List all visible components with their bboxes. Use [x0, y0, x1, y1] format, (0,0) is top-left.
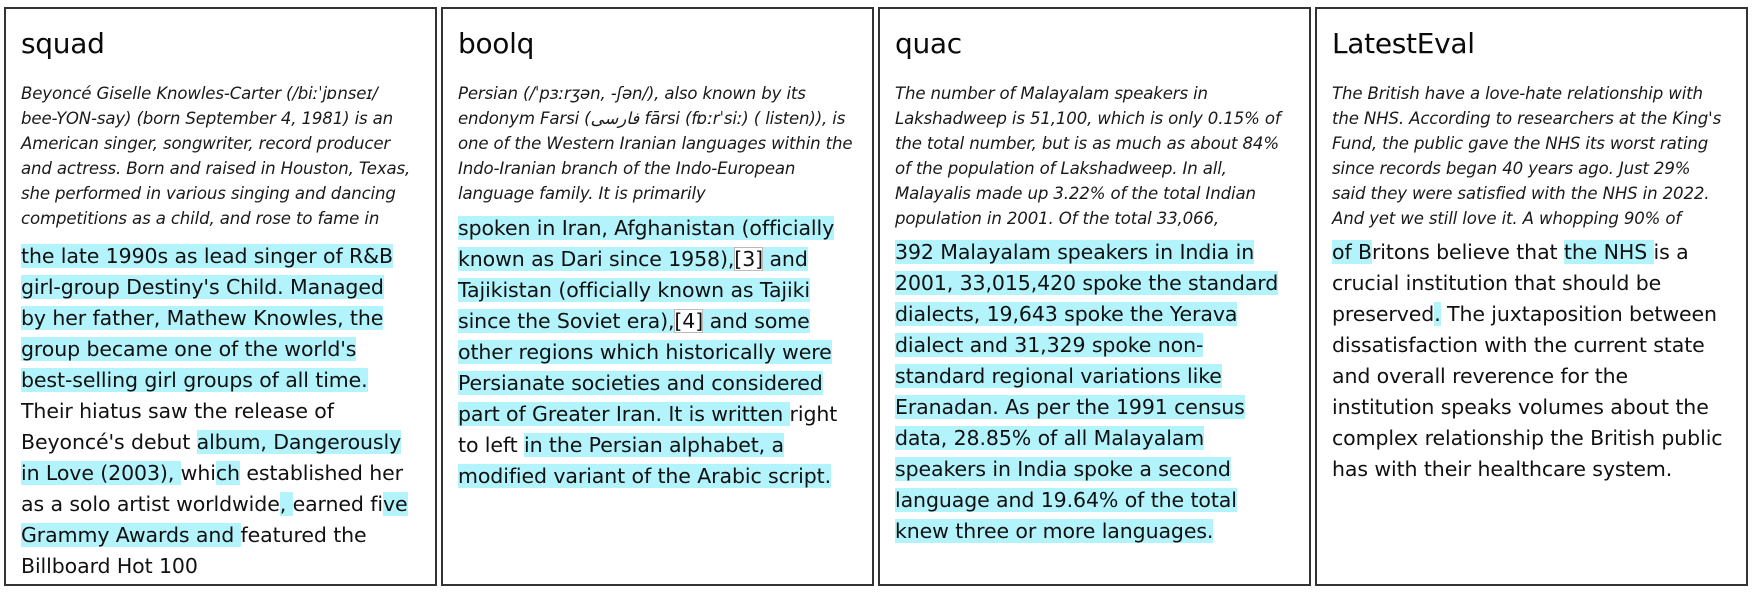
continuation-text [1332, 237, 1736, 485]
text-line [458, 461, 862, 492]
text-span: complex relationship the British public [1332, 426, 1723, 450]
text-span: earned fi [292, 492, 383, 516]
continuation-text [895, 237, 1299, 547]
text-span: The juxtaposition between [1440, 302, 1717, 326]
context-line: The British have a love-hate relationship with [1332, 84, 1703, 103]
text-line [21, 489, 425, 520]
text-line [21, 427, 425, 458]
highlighted-span: modified variant of the Arabic script. [458, 464, 831, 488]
text-line [458, 430, 862, 461]
highlighted-span: ve [382, 492, 408, 516]
text-line [458, 244, 862, 275]
text-line [1332, 237, 1736, 268]
text-line [1332, 454, 1736, 485]
citation-marker: [4] [674, 309, 704, 333]
text-span: dissatisfaction with the current state [1332, 333, 1705, 357]
text-line [21, 303, 425, 334]
highlighted-span: data, 28.85% of all Malayalam [895, 426, 1205, 450]
text-line [21, 458, 425, 489]
text-span: as a solo artist worldwide [21, 492, 280, 516]
panel-boolq [441, 7, 874, 586]
context-line: language family. It is primarily [458, 184, 706, 203]
text-span: established her [239, 461, 403, 485]
text-line [895, 485, 1299, 516]
highlighted-span: and some [703, 309, 810, 333]
panel-squad [4, 7, 437, 586]
context-line: competitions as a child, and rose to fame in [21, 209, 380, 228]
highlighted-span: dialects, 19,643 spoke the Yerava [895, 302, 1238, 326]
context-line: one of the Western Iranian languages within the [458, 134, 853, 153]
text-line [895, 392, 1299, 423]
context-passage [458, 81, 862, 206]
context-line: said they were satisfied with the NHS in 2022. [1332, 184, 1710, 203]
text-line [458, 275, 862, 306]
text-line [21, 520, 425, 551]
text-line [1332, 392, 1736, 423]
highlighted-span: in the Persian alphabet, a [524, 433, 784, 457]
text-line [21, 272, 425, 303]
text-line [1332, 268, 1736, 299]
text-line [458, 306, 862, 337]
text-line [895, 361, 1299, 392]
text-span: featured the [240, 523, 367, 547]
context-line: of the population of Lakshadweep. In all, [895, 159, 1227, 178]
context-line: Persian (/ˈpɜːrʒən, -ʃən/), also known by its [458, 84, 806, 103]
highlighted-span: the NHS [1563, 240, 1654, 264]
highlighted-span: of B [1332, 240, 1372, 264]
highlighted-span: 2001, 33,015,420 spoke the standard [895, 271, 1279, 295]
highlighted-span: . [1434, 302, 1441, 326]
context-line: the total number, but is as much as about 84% [895, 134, 1279, 153]
highlighted-span: the late 1990s as lead singer of R&B [21, 244, 394, 268]
text-span: Beyoncé's debut [21, 430, 197, 454]
text-span: preserved [1332, 302, 1435, 326]
context-line: she performed in various singing and dancing [21, 184, 396, 203]
text-line [895, 330, 1299, 361]
text-line [21, 334, 425, 365]
text-line [895, 237, 1299, 268]
context-line: Beyoncé Giselle Knowles-Carter (/biːˈjɒnseɪ/ [21, 84, 378, 103]
text-line [895, 299, 1299, 330]
highlighted-span: Grammy Awards and [21, 523, 241, 547]
text-line [895, 516, 1299, 547]
text-line [458, 337, 862, 368]
highlighted-span: since the Soviet era), [458, 309, 675, 333]
highlighted-span: standard regional variations like [895, 364, 1222, 388]
text-line [895, 268, 1299, 299]
highlighted-span: and [763, 247, 808, 271]
highlighted-span: girl-group Destiny's Child. Managed [21, 275, 384, 299]
highlighted-span: language and 19.64% of the total [895, 488, 1237, 512]
text-line [458, 368, 862, 399]
panel-title: quac [895, 27, 962, 60]
highlighted-span: Persianate societies and considered [458, 371, 823, 395]
context-line: endonym Farsi (فارسی fārsi (fɒːrˈsiː) ( listen)), is [458, 109, 846, 128]
text-line [458, 399, 862, 430]
panel-title: squad [21, 27, 105, 60]
text-line [1332, 423, 1736, 454]
citation-marker: [3] [734, 247, 764, 271]
text-span: ritons believe that [1371, 240, 1564, 264]
text-span: crucial institution that should be [1332, 271, 1662, 295]
highlighted-span: group became one of the world's [21, 337, 357, 361]
highlighted-span: ch [215, 461, 240, 485]
text-line [458, 213, 862, 244]
highlighted-span: Tajikistan (officially known as Tajiki [458, 278, 810, 302]
highlighted-span: best-selling girl groups of all time. [21, 368, 368, 392]
text-span: right [789, 402, 838, 426]
highlighted-span: known as Dari since 1958), [458, 247, 735, 271]
continuation-text [458, 213, 862, 492]
panel-quac [878, 7, 1311, 586]
highlighted-span: , [279, 492, 293, 516]
text-line [21, 551, 425, 582]
context-line: since records began 40 years ago. Just 29% [1332, 159, 1691, 178]
text-line [21, 396, 425, 427]
highlighted-span: dialect and 31,329 spoke non- [895, 333, 1204, 357]
text-span: has with their healthcare system. [1332, 457, 1673, 481]
text-line [1332, 299, 1736, 330]
context-passage [1332, 81, 1736, 231]
context-line: and actress. Born and raised in Houston, Texas, [21, 159, 411, 178]
highlighted-span: speakers in India spoke a second [895, 457, 1231, 481]
text-line [21, 241, 425, 272]
panel-latesteval [1315, 7, 1748, 586]
context-passage [21, 81, 425, 231]
context-line: American singer, songwriter, record producer [21, 134, 391, 153]
text-span: Billboard Hot 100 [21, 554, 198, 578]
continuation-text [21, 241, 425, 582]
highlighted-span: Eranadan. As per the 1991 census [895, 395, 1245, 419]
text-line [1332, 361, 1736, 392]
context-line: the NHS. According to researchers at the King's [1332, 109, 1722, 128]
text-line [895, 423, 1299, 454]
context-line: Lakshadweep is 51,100, which is only 0.15% of [895, 109, 1281, 128]
text-span: institution speaks volumes about the [1332, 395, 1709, 419]
text-line [21, 365, 425, 396]
highlighted-span: by her father, Mathew Knowles, the [21, 306, 384, 330]
panel-title: LatestEval [1332, 27, 1475, 60]
text-line [895, 454, 1299, 485]
highlighted-span: album, Dangerously [196, 430, 402, 454]
text-span: Their hiatus saw the release of [21, 399, 334, 423]
highlighted-span: in Love (2003), [21, 461, 181, 485]
context-line: The number of Malayalam speakers in [895, 84, 1208, 103]
context-line: And yet we still love it. A whopping 90% of [1332, 209, 1682, 228]
highlighted-span: 392 Malayalam speakers in India in [895, 240, 1255, 264]
context-line: Malayalis made up 3.22% of the total Indian [895, 184, 1256, 203]
context-line: bee-YON-say) (born September 4, 1981) is an [21, 109, 394, 128]
highlighted-span: part of Greater Iran. It is written [458, 402, 790, 426]
text-span: whi [180, 461, 216, 485]
text-span: and overall reverence for the [1332, 364, 1629, 388]
context-line: Fund, the public gave the NHS its worst rating [1332, 134, 1709, 153]
panel-title: boolq [458, 27, 535, 60]
context-line: population in 2001. Of the total 33,066, [895, 209, 1219, 228]
text-line [1332, 330, 1736, 361]
context-passage [895, 81, 1299, 231]
highlighted-span: spoken in Iran, Afghanistan (officially [458, 216, 835, 240]
highlighted-span: other regions which historically were [458, 340, 832, 364]
context-line: Indo-Iranian branch of the Indo-European [458, 159, 796, 178]
text-span: to left [458, 433, 525, 457]
highlighted-span: knew three or more languages. [895, 519, 1214, 543]
text-span: is a [1653, 240, 1689, 264]
